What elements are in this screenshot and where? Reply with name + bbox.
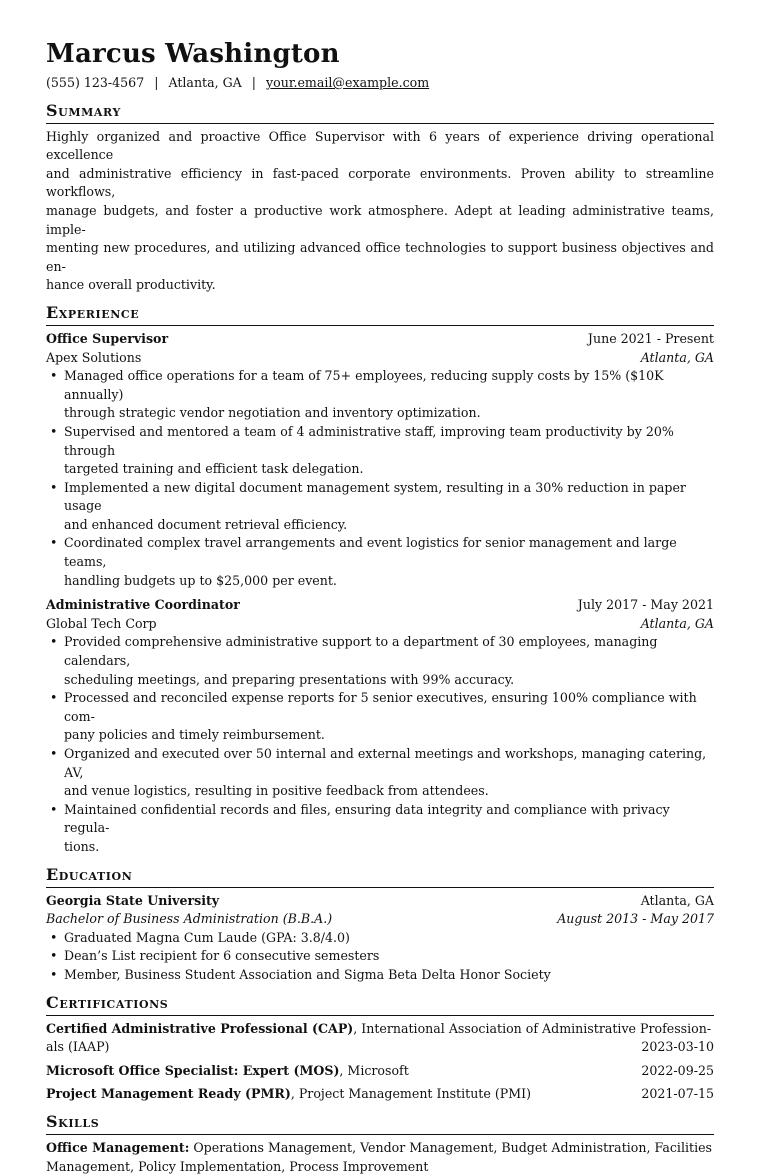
location: Atlanta, GA (168, 74, 241, 93)
job-company: Global Tech Corp (46, 615, 157, 634)
bullet-item (46, 689, 714, 745)
degree: Bachelor of Business Administration (B.B.A.) (46, 910, 332, 929)
phone-number: (555) 123-4567 (46, 74, 144, 93)
bullet-text: and venue logistics, resulting in positive feedback from attendees. (64, 782, 714, 801)
certification-date: 2021-07-15 (641, 1085, 714, 1104)
contact-separator: | (154, 74, 158, 93)
skills-line: Management, Policy Implementation, Process Improvement (46, 1158, 714, 1176)
bullet-icon: • (50, 745, 57, 764)
job-bullets (46, 633, 714, 856)
bullet-text: and enhanced document retrieval efficiency. (64, 516, 714, 535)
job-company: Apex Solutions (46, 349, 141, 368)
bullet-text: Organized and executed over 50 internal and external meetings and workshops, managing catering, AV, (64, 745, 714, 782)
skills-text (46, 1139, 714, 1176)
bullet-item (46, 745, 714, 801)
certification-issuer: , International Association of Administrative Profession- (353, 1021, 711, 1036)
certification-line (46, 1085, 714, 1104)
education-bullets (46, 929, 714, 985)
certification-date: 2023-03-10 (641, 1038, 714, 1057)
job-bullets (46, 367, 714, 590)
bullet-icon: • (50, 966, 57, 985)
bullet-item (46, 929, 714, 948)
education-subheader (46, 910, 714, 929)
section-title-skills: Skills (46, 1112, 714, 1135)
section-title-education: Education (46, 865, 714, 888)
bullet-item (46, 801, 714, 857)
certification-name: Project Management Ready (PMR) (46, 1086, 291, 1101)
bullet-text: Provided comprehensive administrative support to a department of 30 employees, managing calendars, (64, 633, 714, 670)
job-subheader (46, 349, 714, 368)
job-location: Atlanta, GA (641, 615, 714, 634)
bullet-item (46, 947, 714, 966)
bullet-item (46, 966, 714, 985)
certification-name: Certified Administrative Professional (CAP) (46, 1021, 353, 1036)
bullet-text: tions. (64, 838, 714, 857)
bullet-text: Supervised and mentored a team of 4 administrative staff, improving team productivity by 20% through (64, 423, 714, 460)
email-link[interactable]: your.email@example.com (266, 74, 429, 93)
bullet-item (46, 479, 714, 535)
summary-line: Highly organized and proactive Office Supervisor with 6 years of experience driving operational excellence (46, 128, 714, 165)
bullet-text: Member, Business Student Association and Sigma Beta Delta Honor Society (64, 967, 551, 982)
bullet-text: Processed and reconciled expense reports for 5 senior executives, ensuring 100% compliance with com- (64, 689, 714, 726)
job-dates: June 2021 - Present (588, 330, 714, 349)
skills-line (46, 1139, 714, 1158)
certification-entry (46, 1062, 714, 1081)
summary-line: manage budgets, and foster a productive work atmosphere. Adept at leading administrative teams, imple- (46, 202, 714, 239)
education-entry (46, 892, 714, 985)
job-header (46, 596, 714, 615)
section-title-certifications: Certifications (46, 993, 714, 1016)
bullet-text: scheduling meetings, and preparing presentations with 99% accuracy. (64, 671, 714, 690)
bullet-text: handling budgets up to $25,000 per event. (64, 572, 714, 591)
school-name: Georgia State University (46, 892, 219, 911)
section-title-summary: Summary (46, 101, 714, 124)
education-dates: August 2013 - May 2017 (557, 910, 714, 929)
school-location: Atlanta, GA (641, 892, 714, 911)
bullet-text: through strategic vendor negotiation and inventory optimization. (64, 404, 714, 423)
certification-issuer: , Microsoft (339, 1063, 408, 1078)
bullet-text: Graduated Magna Cum Laude (GPA: 3.8/4.0) (64, 930, 350, 945)
skills-label: Office Management: (46, 1140, 189, 1155)
certification-line (46, 1038, 714, 1057)
contact-separator: | (252, 74, 256, 93)
certification-date: 2022-09-25 (641, 1062, 714, 1081)
summary-line: hance overall productivity. (46, 276, 714, 295)
job-header (46, 330, 714, 349)
certification-entry (46, 1085, 714, 1104)
bullet-icon: • (50, 534, 57, 553)
education-header (46, 892, 714, 911)
job-subheader (46, 615, 714, 634)
bullet-text: pany policies and timely reimbursement. (64, 726, 714, 745)
bullet-text: Dean’s List recipient for 6 consecutive semesters (64, 948, 379, 963)
section-title-experience: Experience (46, 303, 714, 326)
bullet-item (46, 367, 714, 423)
certification-line (46, 1062, 714, 1081)
bullet-icon: • (50, 423, 57, 442)
job-dates: July 2017 - May 2021 (578, 596, 714, 615)
bullet-text: targeted training and efficient task delegation. (64, 460, 714, 479)
bullet-item (46, 423, 714, 479)
bullet-icon: • (50, 947, 57, 966)
certification-name: Microsoft Office Specialist: Expert (MOS) (46, 1063, 339, 1078)
bullet-text: Maintained confidential records and files, ensuring data integrity and compliance with privacy regula- (64, 801, 714, 838)
bullet-icon: • (50, 929, 57, 948)
certification-line (46, 1020, 714, 1039)
bullet-item (46, 633, 714, 689)
skills-list: Operations Management, Vendor Management, Budget Administration, Facilities (189, 1140, 712, 1155)
certification-issuer: , Project Management Institute (PMI) (291, 1086, 531, 1101)
bullet-item (46, 534, 714, 590)
bullet-icon: • (50, 801, 57, 820)
bullet-text: Coordinated complex travel arrangements and event logistics for senior management and large teams, (64, 534, 714, 571)
bullet-icon: • (50, 689, 57, 708)
contact-line (46, 74, 714, 93)
job-role: Office Supervisor (46, 330, 168, 349)
job-location: Atlanta, GA (641, 349, 714, 368)
summary-text (46, 128, 714, 295)
certification-entry (46, 1020, 714, 1057)
bullet-text: Implemented a new digital document management system, resulting in a 30% reduction in paper usage (64, 479, 714, 516)
bullet-text: Managed office operations for a team of 75+ employees, reducing supply costs by 15% ($10K annually) (64, 367, 714, 404)
summary-line: menting new procedures, and utilizing advanced office technologies to support business objectives and en- (46, 239, 714, 276)
bullet-icon: • (50, 367, 57, 386)
job-entry (46, 596, 714, 856)
bullet-icon: • (50, 479, 57, 498)
job-role: Administrative Coordinator (46, 596, 240, 615)
certification-issuer: als (IAAP) (46, 1038, 109, 1057)
candidate-name: Marcus Washington (46, 38, 714, 70)
summary-line: and administrative efficiency in fast-paced corporate environments. Proven ability to streamline workflows, (46, 165, 714, 202)
job-entry (46, 330, 714, 590)
bullet-icon: • (50, 633, 57, 652)
